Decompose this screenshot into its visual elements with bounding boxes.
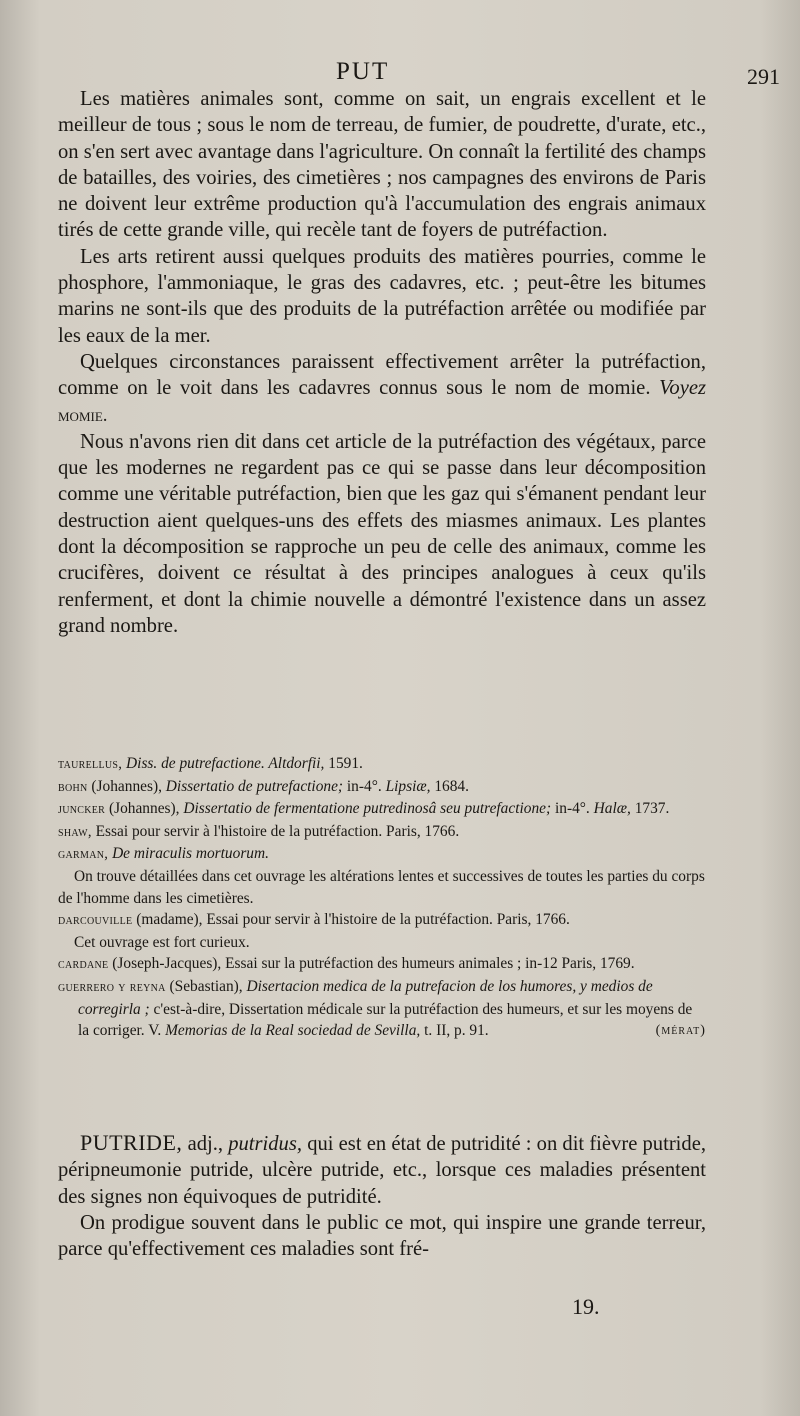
bib-note-garman: On trouve détaillées dans cet ouvrage les altérations lentes et successives de toutes les parties du corps de l'homme dans les cimetières. xyxy=(58,867,705,907)
bib-rest: 1591. xyxy=(328,755,363,772)
bib-format: in-4°. xyxy=(346,777,382,795)
bib-text: Essai pour servir à l'histoire de la putréfaction. Paris, 1766. xyxy=(95,822,460,840)
bib-author: guerrero y reyna xyxy=(58,978,166,995)
bib-text: (Joseph-Jacques), Essai sur la putréfaction des humeurs animales ; in-12 Paris, 1769. xyxy=(112,955,635,973)
entry-putride xyxy=(58,1130,706,1262)
bib-author: taurellus, xyxy=(58,756,123,772)
bib-title: Disertacion medica de la putrefacion de los humores, y medios de corregirla ; xyxy=(78,977,653,1018)
bib-note-darcouville: Cet ouvrage est fort curieux. xyxy=(74,933,250,951)
bib-text: (madame), Essai pour servir à l'histoire de la putréfaction. Paris, 1766. xyxy=(136,911,570,929)
grammar-label: adj., xyxy=(187,1133,224,1155)
bib-author: darcouville xyxy=(58,912,133,929)
bib-author: shaw, xyxy=(58,823,92,840)
bib-entry-juncker xyxy=(58,798,706,821)
main-text xyxy=(58,86,706,639)
cross-reference-momie: momie. xyxy=(58,404,108,426)
printer-signature-mark: 19. xyxy=(572,1294,600,1319)
putride-paragraph: On prodigue souvent dans le public ce mot, qui inspire une grande terreur, parce qu'effectivement ces maladies sont fré- xyxy=(58,1211,706,1261)
bib-text: c'est-à-dire, Dissertation médicale sur la putréfaction des humeurs, et sur les moyens de la corriger. V. xyxy=(78,1000,693,1040)
bib-entry-guerrero xyxy=(58,976,706,1042)
bibliography xyxy=(58,753,706,1042)
latin-term: putridus, xyxy=(228,1133,303,1155)
paragraph-engrais: Les matières animales sont, comme on sait, un engrais excellent et le meilleur de tous ; sous le nom de terreau, de fumier, de poudrette, d'urate, etc., on s'en sert avec avantage dans l'agriculture. On connaît la fertilité des champs de batailles, des voiries, des cimetières ; nos campagnes des environs de Paris ne doivent leur extrême production qu'à l'accumulation des engrais animaux tirés de cette grande ville, qui recèle tant de foyers de putréfaction. xyxy=(58,88,706,242)
bib-name: (Johannes), xyxy=(108,800,180,818)
bib-title: Dissertatio de putrefactione; xyxy=(165,777,344,795)
bib-rest: t. II, p. 91. xyxy=(424,1022,489,1040)
bib-place: Lipsiæ, xyxy=(385,777,431,795)
bib-entry-cardane xyxy=(58,953,706,976)
bib-title: Dissertatio de fermentatione putredinosâ seu putrefactione; xyxy=(183,800,552,818)
bib-entry-shaw xyxy=(58,821,706,844)
definition-text: qui est en état de putridité : on dit fièvre putride, péripneumonie putride, ulcère putride, etc., lorsque ces maladies présentent des signes non équivoques de putridité. xyxy=(58,1133,706,1208)
bib-author: garman, xyxy=(58,846,109,863)
bib-entry-bohn xyxy=(58,776,706,799)
bib-year: 1684. xyxy=(434,777,469,795)
bib-place: Halæ, xyxy=(593,800,631,818)
bib-author: bohn xyxy=(58,778,88,795)
bib-name: (Johannes), xyxy=(91,777,162,795)
bib-year: 1737. xyxy=(634,800,670,818)
bib-author: juncker xyxy=(58,801,106,818)
bib-author: cardane xyxy=(58,956,109,973)
paragraph-vegetaux: Nous n'avons rien dit dans cet article de la putréfaction des végétaux, parce que les modernes ne regardent pas ce qui se passe dans leur décomposition comme une véritable putréfaction, bien que les gaz qui s'émanent pendant leur destruction aient quelques-uns des effets des miasmes animaux. Les plantes dont la décomposition se rapproche un peu de celle des animaux, comme les crucifères, doivent ce résultat à des principes analogues à ceux qu'ils renferment, et dont la chimie nouvelle a démontré l'existence dans un assez grand nombre. xyxy=(58,430,706,637)
voyez-label: Voyez xyxy=(659,377,706,400)
bib-format: in-4°. xyxy=(554,800,590,818)
bib-entry-taurellus xyxy=(58,753,706,776)
paragraph-momie xyxy=(58,349,706,429)
paragraph-arts: Les arts retirent aussi quelques produits des matières pourries, comme le phosphore, l'ammoniaque, le gras des cadavres, etc. ; peut-être les bitumes marins ne sont-ils que des produits de la putréfaction arrêtée ou modifiée par les eaux de la mer. xyxy=(58,245,706,347)
bib-entry-garman xyxy=(58,843,706,866)
bib-title: De miraculis mortuorum. xyxy=(112,845,269,863)
headword: PUTRIDE, xyxy=(80,1130,183,1155)
bib-title: Diss. de putrefactione. Altdorfii, xyxy=(126,755,325,772)
putride-definition xyxy=(58,1130,706,1210)
running-head: PUT xyxy=(336,58,390,85)
page-number: 291 xyxy=(747,64,780,89)
bib-entry-darcouville xyxy=(58,909,706,932)
bib-name: (Sebastian), xyxy=(169,977,243,995)
bib-source: Memorias de la Real sociedad de Sevilla, xyxy=(165,1022,421,1040)
author-signature: (mérat) xyxy=(655,1022,706,1039)
paragraph-momie-text: Quelques circonstances paraissent effectivement arrêter la putréfaction, comme on le voit dans les cadavres connus sous le nom de momie. xyxy=(58,350,706,400)
